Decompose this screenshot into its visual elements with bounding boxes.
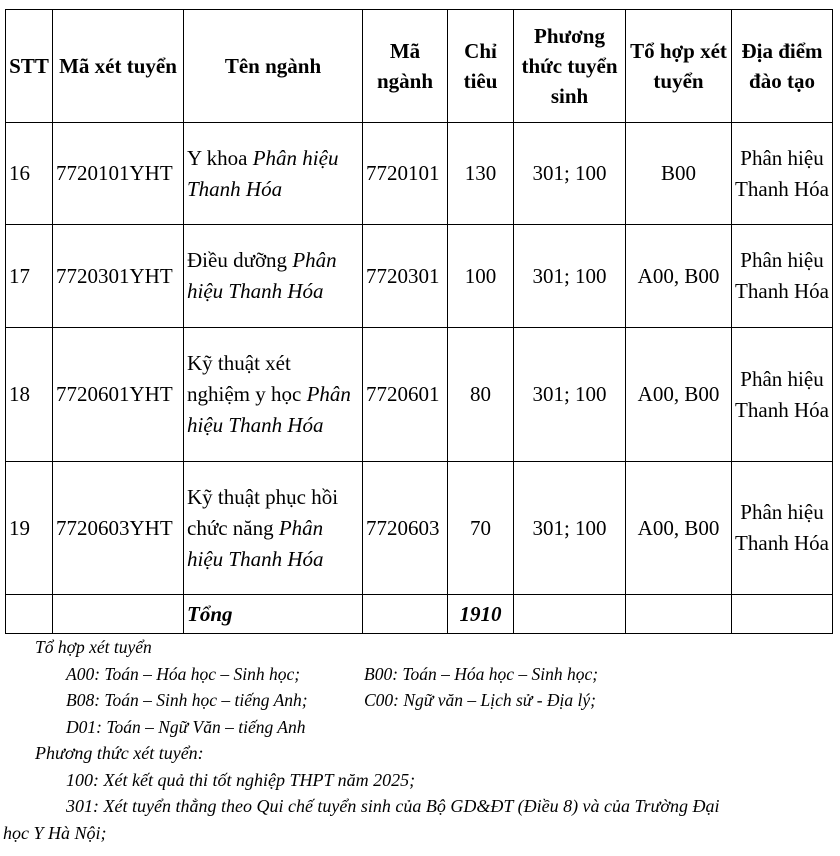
cell-ma-nganh: 7720601 — [363, 328, 448, 462]
header-phuong-thuc: Phương thức tuyển sinh — [514, 10, 626, 123]
campus-note: Phân hiệu Thanh Hóa — [187, 248, 337, 303]
cell-dia-diem: Phân hiệu Thanh Hóa — [732, 225, 833, 328]
table-row — [6, 225, 833, 328]
cell-dia-diem: Phân hiệu Thanh Hóa — [732, 328, 833, 462]
table-row — [6, 123, 833, 225]
cell-dia-diem: Phân hiệu Thanh Hóa — [732, 123, 833, 225]
method-301: 301: Xét tuyển thẳng theo Qui chế tuyển sinh của Bộ GD&ĐT (Điều 8) và của Trường Đại — [66, 796, 720, 816]
combo-b08: B08: Toán – Sinh học – tiếng Anh; — [66, 690, 308, 710]
total-empty-cell — [6, 595, 53, 634]
cell-ma-nganh: 7720101 — [363, 123, 448, 225]
total-empty-cell — [514, 595, 626, 634]
method-301-continued: học Y Hà Nội; — [3, 822, 107, 843]
header-dia-diem: Địa điểm đào tạo — [732, 10, 833, 123]
cell-ma-xet-tuyen: 7720101YHT — [53, 123, 184, 225]
total-row — [6, 595, 833, 634]
admissions-table — [5, 9, 833, 634]
total-value: 1910 — [448, 595, 514, 634]
cell-to-hop: A00, B00 — [626, 328, 732, 462]
cell-phuong-thuc: 301; 100 — [514, 225, 626, 328]
major-name: Y khoa — [187, 145, 248, 170]
cell-ma-xet-tuyen: 7720601YHT — [53, 328, 184, 462]
header-ma-nganh: Mã ngành — [363, 10, 448, 123]
cell-phuong-thuc: 301; 100 — [514, 328, 626, 462]
cell-to-hop: B00 — [626, 123, 732, 225]
combo-line-2 — [0, 687, 840, 714]
combo-a00: A00: Toán – Hóa học – Sinh học; — [66, 663, 301, 684]
cell-stt: 19 — [6, 462, 53, 595]
cell-to-hop: A00, B00 — [626, 225, 732, 328]
combo-b00: B00: Toán – Hóa học – Sinh học; — [364, 663, 599, 684]
table-row — [6, 328, 833, 462]
cell-ten-nganh — [184, 462, 363, 595]
campus-note: Phân hiệu Thanh Hóa — [187, 382, 351, 437]
cell-chi-tieu: 130 — [448, 123, 514, 225]
total-empty-cell — [626, 595, 732, 634]
cell-to-hop: A00, B00 — [626, 462, 732, 595]
table-header-row — [6, 10, 833, 123]
cell-phuong-thuc: 301; 100 — [514, 462, 626, 595]
cell-ten-nganh — [184, 328, 363, 462]
method-100: 100: Xét kết quả thi tốt nghiệp THPT năm 2025; — [66, 769, 416, 790]
notes-section — [0, 634, 840, 846]
header-chi-tieu: Chỉ tiêu — [448, 10, 514, 123]
cell-chi-tieu: 80 — [448, 328, 514, 462]
cell-dia-diem: Phân hiệu Thanh Hóa — [732, 462, 833, 595]
cell-ma-nganh: 7720603 — [363, 462, 448, 595]
header-ten-nganh: Tên ngành — [184, 10, 363, 123]
method-title: Phương thức xét tuyển: — [35, 743, 204, 763]
total-label: Tổng — [184, 595, 363, 634]
cell-ma-xet-tuyen: 7720301YHT — [53, 225, 184, 328]
combo-d01: D01: Toán – Ngữ Văn – tiếng Anh — [66, 716, 306, 737]
total-empty-cell — [53, 595, 184, 634]
header-to-hop: Tổ hợp xét tuyển — [626, 10, 732, 123]
header-stt: STT — [6, 10, 53, 123]
major-name: Kỹ thuật phục hồi chức năng — [187, 484, 339, 540]
campus-note: Phân hiệu Thanh Hóa — [187, 145, 339, 201]
cell-ten-nganh — [184, 123, 363, 225]
table-row — [6, 462, 833, 595]
total-empty-cell — [732, 595, 833, 634]
cell-chi-tieu: 70 — [448, 462, 514, 595]
total-empty-cell — [363, 595, 448, 634]
combo-line-1 — [0, 661, 840, 688]
header-ma-xet-tuyen: Mã xét tuyển — [53, 10, 184, 123]
cell-stt: 17 — [6, 225, 53, 328]
combo-c00: C00: Ngữ văn – Lịch sử - Địa lý; — [364, 690, 596, 710]
cell-chi-tieu: 100 — [448, 225, 514, 328]
cell-ten-nganh — [184, 225, 363, 328]
cell-stt: 18 — [6, 328, 53, 462]
cell-stt: 16 — [6, 123, 53, 225]
cell-ma-nganh: 7720301 — [363, 225, 448, 328]
major-name: Kỹ thuật xét nghiệm y học — [187, 351, 302, 406]
cell-phuong-thuc: 301; 100 — [514, 123, 626, 225]
cell-ma-xet-tuyen: 7720603YHT — [53, 462, 184, 595]
campus-note: Phân hiệu Thanh Hóa — [187, 515, 324, 571]
combo-title: Tổ hợp xét tuyển — [35, 637, 152, 657]
major-name: Điều dưỡng — [187, 248, 288, 272]
